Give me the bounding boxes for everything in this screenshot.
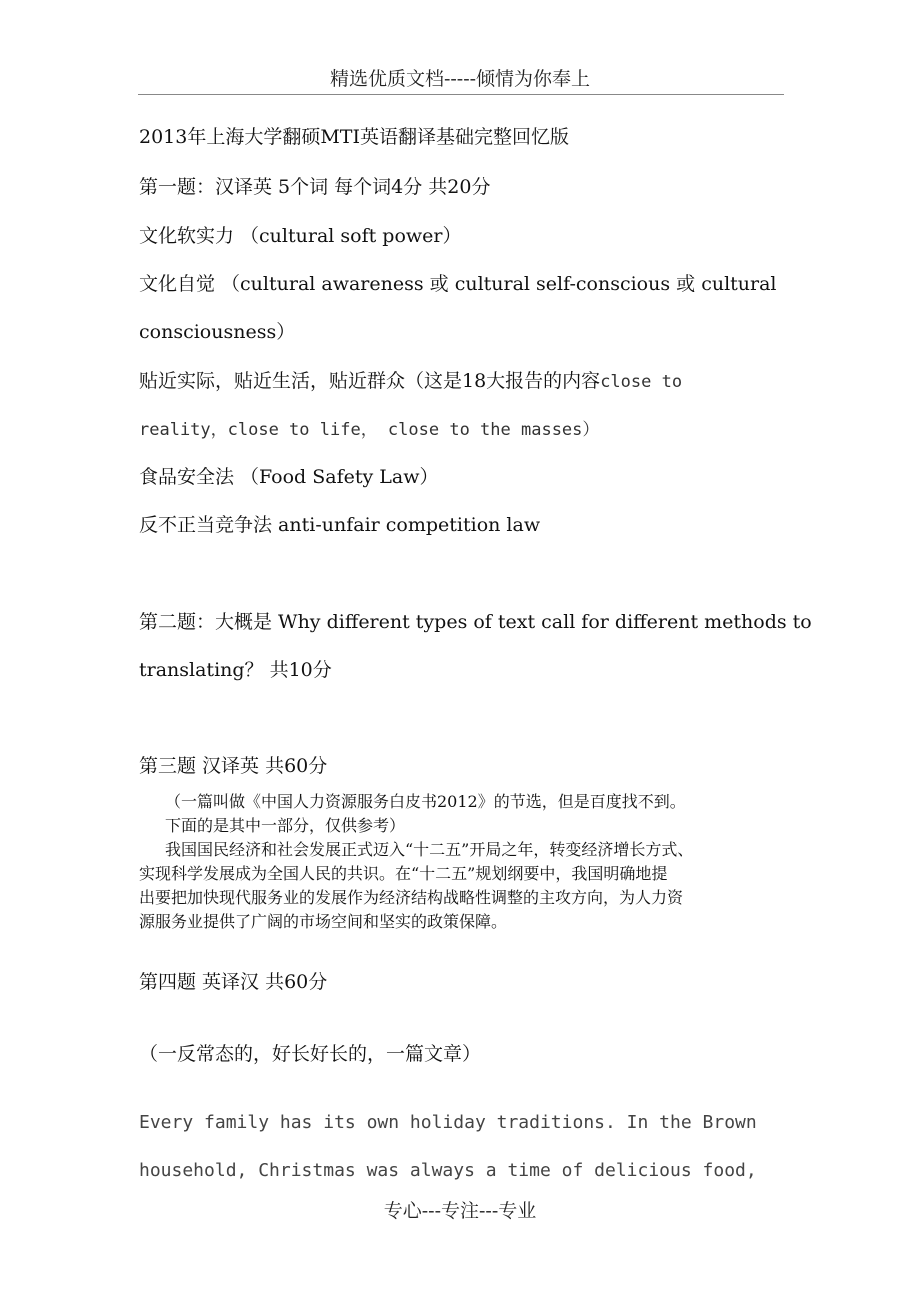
q3-note-2: 下面的是其中一部分，仅供参考）	[165, 816, 406, 835]
q3-para-line-3: 出要把加快现代服务业的发展作为经济结构战略性调整的主攻方向，为人力资	[139, 888, 684, 907]
q1-heading: 第一题：汉译英 5个词 每个词4分 共20分	[139, 176, 491, 198]
q4-heading: 第四题 英译汉 共60分	[139, 971, 328, 993]
q3-para-line-2: 实现科学发展成为全国人民的共识。在“十二五”规划纲要中，我国明确地提	[139, 864, 668, 883]
q1-item-2-cont: consciousness）	[139, 321, 296, 343]
q1-item-2: 文化自觉 （cultural awareness 或 cultural self-conscious 或 cultural	[139, 273, 777, 295]
page-header: 精选优质文档-----倾情为你奉上	[329, 68, 591, 90]
document-title: 2013年上海大学翻硕MTI英语翻译基础完整回忆版	[139, 126, 569, 148]
q1-item-3	[139, 366, 682, 393]
header-divider	[138, 94, 784, 95]
q1-item-1: 文化软实力 （cultural soft power）	[139, 225, 462, 247]
q1-item-4: 食品安全法 （Food Safety Law）	[139, 466, 439, 488]
q1-item-3-cont: reality，close to life， close to the masses）	[139, 420, 600, 440]
q2-line-1: 第二题：大概是 Why different types of text call for different methods to	[139, 611, 812, 633]
q1-item-5: 反不正当竞争法 anti-unfair competition law	[139, 514, 541, 536]
q1-item-3-zh: 贴近实际，贴近生活，贴近群众（这是18大报告的内容	[139, 370, 601, 392]
q4-text-line-2: household, Christmas was always a time of delicious food,	[139, 1160, 757, 1181]
q4-note: （一反常态的，好长好长的，一篇文章）	[139, 1043, 482, 1065]
q3-note-1: （一篇叫做《中国人力资源服务白皮书2012》的节选，但是百度找不到。	[165, 792, 686, 811]
q4-text-line-1: Every family has its own holiday traditions. In the Brown	[139, 1112, 757, 1133]
q3-para-line-1: 我国国民经济和社会发展正式迈入“十二五”开局之年，转变经济增长方式、	[165, 840, 694, 859]
q3-heading: 第三题 汉译英 共60分	[139, 755, 328, 777]
q3-para-line-4: 源服务业提供了广阔的市场空间和坚实的政策保障。	[139, 912, 508, 931]
q2-line-2: translating？ 共10分	[139, 659, 332, 681]
q1-item-3-en: close to	[600, 372, 683, 392]
page-footer: 专心---专注---专业	[383, 1200, 537, 1222]
